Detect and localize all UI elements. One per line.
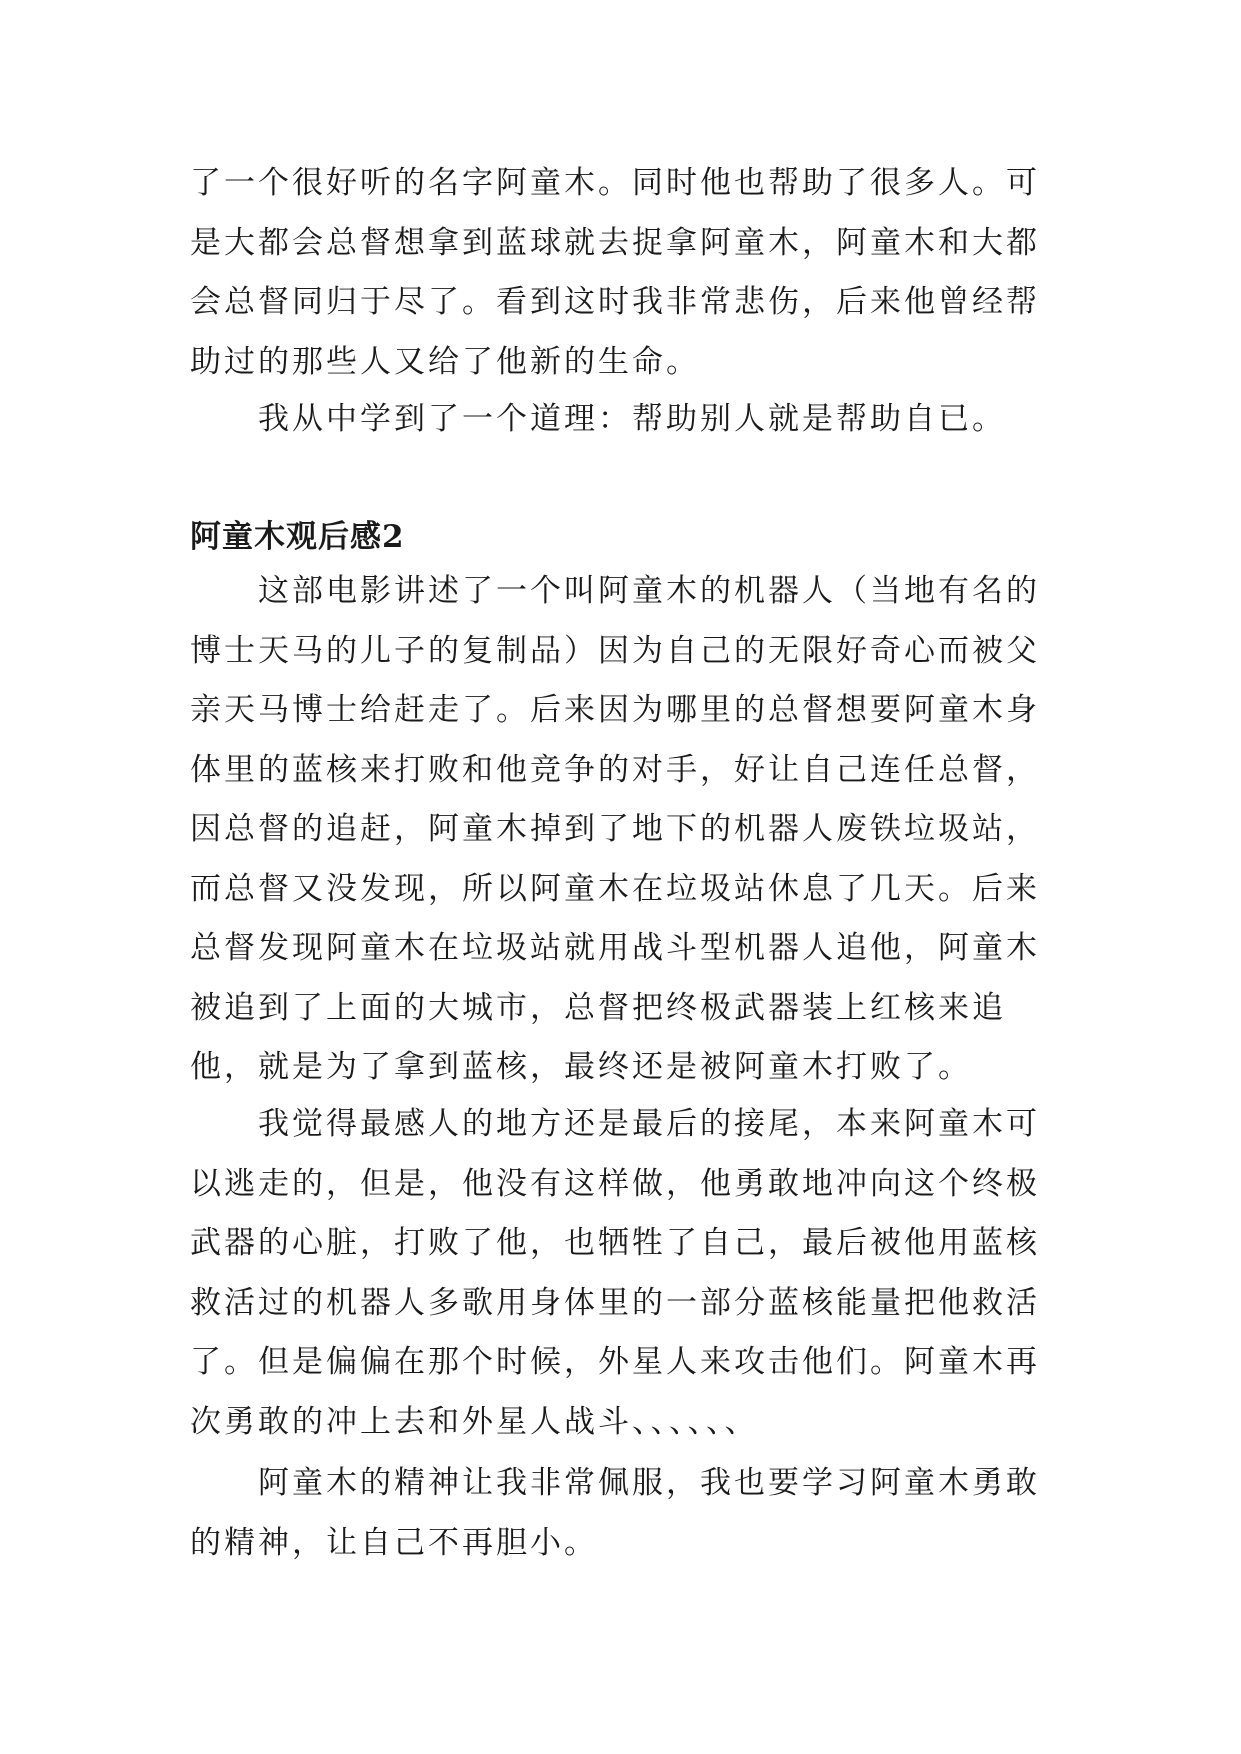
section-title: 阿童木观后感2 xyxy=(190,519,405,555)
paragraph-moral: 我从中学到了一个道理：帮助别人就是帮助自已。 xyxy=(258,401,1006,437)
paragraph-continuation: 了一个很好听的名字阿童木。同时他也帮助了很多人。可是大都会总督想拿到蓝球就去捉拿阿童木，阿童木和大都会总督同归于尽了。看到这时我非常悲伤，后来他曾经帮助过的那些人又给了他新的生命。 xyxy=(190,165,1040,380)
paragraph-touching-moment: 我觉得最感人的地方还是最后的接尾，本来阿童木可以逃走的，但是，他没有这样做，他勇敢地冲向这个终极武器的心脏，打败了他，也牺牲了自己，最后被他用蓝核救活过的机器人多歌用身体里的一部分蓝核能量把他救活了。但是偏偏在那个时候，外星人来攻击他们。阿童木再次勇敢的冲上去和外星人战斗、、、、、、 xyxy=(190,1106,1040,1440)
paragraph-plot-summary: 这部电影讲述了一个叫阿童木的机器人（当地有名的博士天马的儿子的复制品）因为自己的无限好奇心而被父亲天马博士给赶走了。后来因为哪里的总督想要阿童木身体里的蓝核来打败和他竞争的对手，好让自己连任总督，因总督的追赶，阿童木掉到了地下的机器人废铁垃圾站，而总督又没发现，所以阿童木在垃圾站休息了几天。后来总督发现阿童木在垃圾站就用战斗型机器人追他，阿童木被追到了上面的大城市，总督把终极武器装上红核来追他，就是为了拿到蓝核，最终还是被阿童木打败了。 xyxy=(190,573,1040,1085)
paragraph-conclusion: 阿童木的精神让我非常佩服，我也要学习阿童木勇敢的精神，让自己不再胆小。 xyxy=(190,1465,1040,1561)
